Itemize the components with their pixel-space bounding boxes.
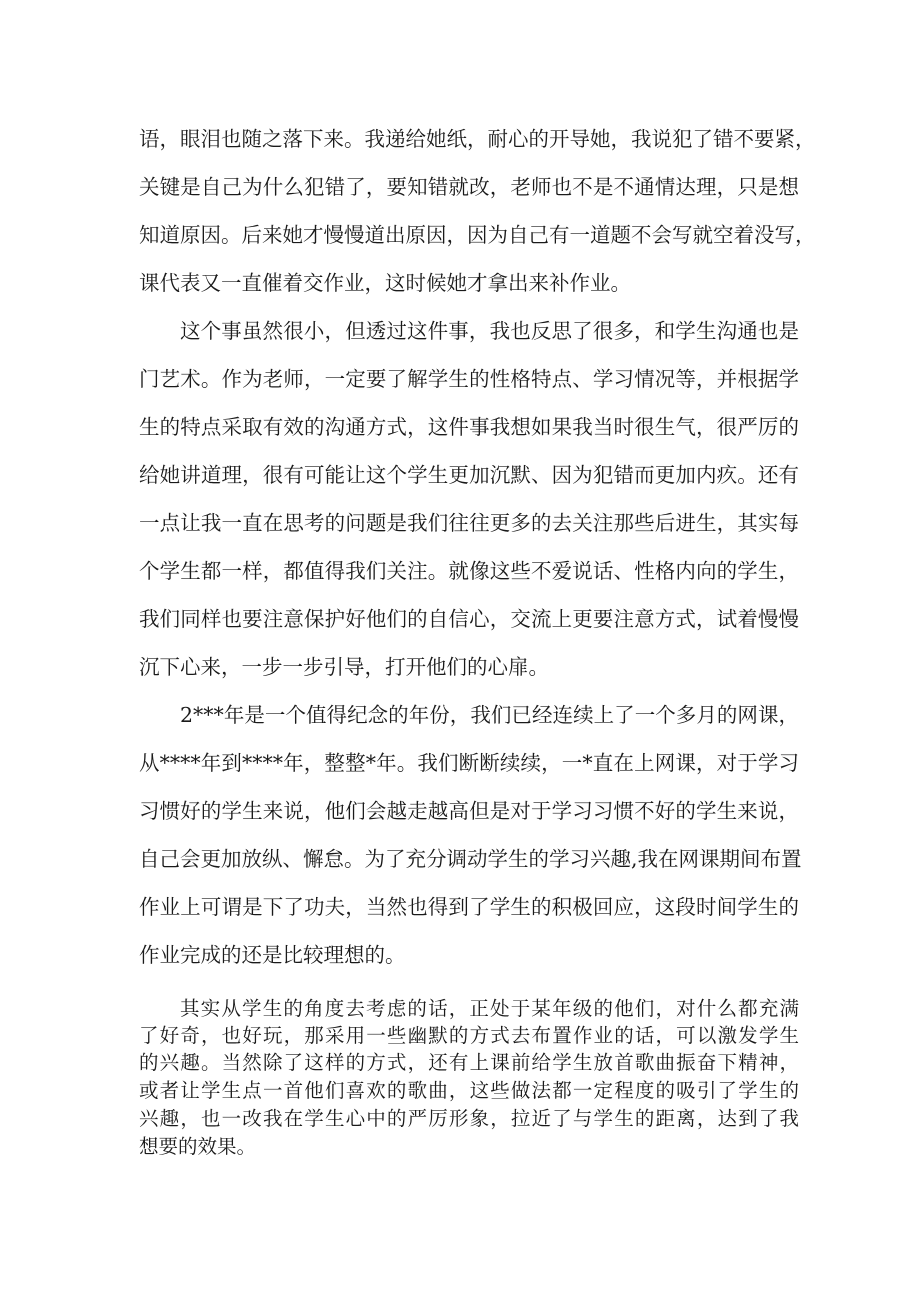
- paragraph-4-line-6: 想要的效果。: [139, 1135, 257, 1158]
- paragraph-2-line-4: 给她讲道理，很有可能让这个学生更加沉默、因为犯错而更加内疚。还有: [139, 463, 799, 487]
- paragraph-2-line-6: 个学生都一样，都值得我们关注。就像这些不爱说话、性格内向的学生，: [139, 559, 799, 583]
- paragraph-2-line-7: 我们同样也要注意保护好他们的自信心，交流上更要注意方式，试着慢慢: [139, 607, 799, 631]
- paragraph-3-line-5: 作业上可谓是下了功夫，当然也得到了学生的积极回应，这段时间学生的: [139, 895, 799, 919]
- paragraph-3-line-1: 2***年是一个值得纪念的年份，我们已经连续上了一个多月的网课，: [180, 703, 799, 727]
- paragraph-2-line-8: 沉下心来，一步一步引导，打开他们的心扉。: [139, 655, 549, 679]
- paragraph-4-line-3: 的兴趣。当然除了这样的方式，还有上课前给学生放首歌曲振奋下精神，: [139, 1051, 799, 1074]
- paragraph-2-line-3: 生的特点采取有效的沟通方式，这件事我想如果我当时很生气，很严厉的: [139, 415, 799, 439]
- paragraph-3-line-3: 习惯好的学生来说，他们会越走越高但是对于学习习惯不好的学生来说，: [139, 799, 799, 823]
- paragraph-2-line-5: 一点让我一直在思考的问题是我们往往更多的去关注那些后进生，其实每: [139, 511, 799, 535]
- paragraph-1-line-3: 知道原因。后来她才慢慢道出原因，因为自己有一道题不会写就空着没写，: [139, 223, 816, 247]
- paragraph-1-line-2: 关键是自己为什么犯错了，要知错就改，老师也不是不通情达理，只是想: [139, 175, 799, 199]
- paragraph-3-line-2: 从****年到****年，整整*年。我们断断续续，一*直在上网课，对于学习: [139, 751, 799, 775]
- paragraph-2-line-2: 门艺术。作为老师，一定要了解学生的性格特点、学习情况等，并根据学: [139, 367, 799, 391]
- paragraph-4-line-1: 其实从学生的角度去考虑的话，正处于某年级的他们，对什么都充满: [180, 997, 799, 1020]
- paragraph-4-line-5: 兴趣，也一改我在学生心中的严厉形象，拉近了与学生的距离，达到了我: [139, 1107, 799, 1130]
- paragraph-2-line-1: 这个事虽然很小，但透过这件事，我也反思了很多，和学生沟通也是: [180, 319, 799, 343]
- paragraph-4-line-4: 或者让学生点一首他们喜欢的歌曲，这些做法都一定程度的吸引了学生的: [139, 1079, 799, 1102]
- paragraph-3-line-4: 自己会更加放纵、懈怠。为了充分调动学生的学习兴趣,我在网课期间布置: [139, 847, 802, 871]
- paragraph-4-line-2: 了好奇，也好玩，那采用一些幽默的方式去布置作业的话，可以激发学生: [139, 1024, 799, 1047]
- paragraph-1-line-4: 课代表又一直催着交作业，这时候她才拿出来补作业。: [139, 271, 631, 295]
- paragraph-1-line-1: 语，眼泪也随之落下来。我递给她纸，耐心的开导她，我说犯了错不要紧，: [139, 127, 816, 151]
- paragraph-3-line-6: 作业完成的还是比较理想的。: [139, 943, 406, 967]
